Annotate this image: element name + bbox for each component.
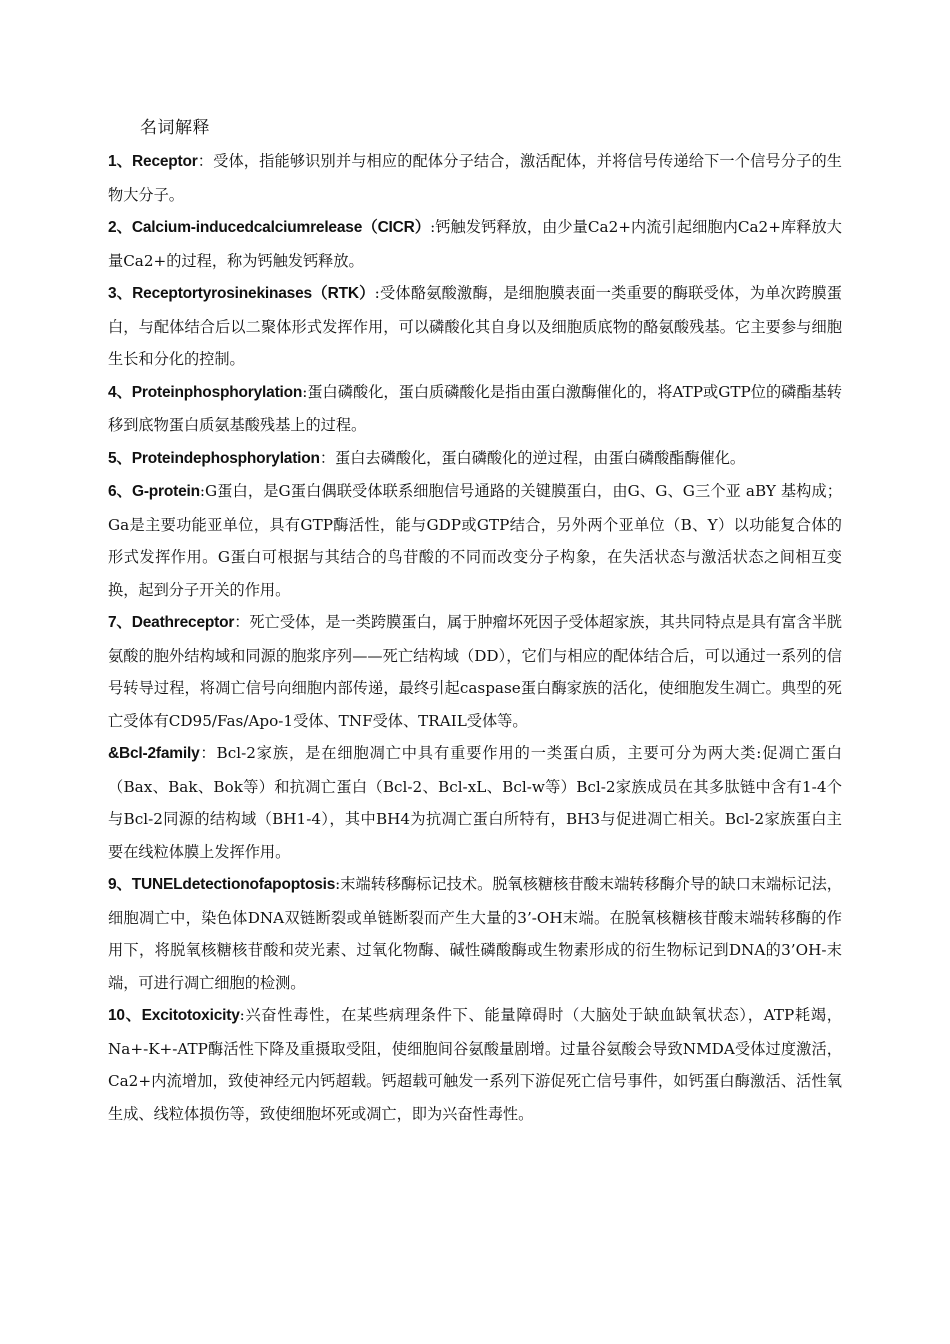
glossary-term: Calcium-inducedcalciumrelease（CICR） (131, 219, 431, 236)
glossary-entry-2 (108, 211, 842, 277)
glossary-entry-9 (108, 868, 842, 999)
glossary-entry-5 (108, 442, 842, 476)
glossary-entry-3 (108, 277, 842, 376)
glossary-term: Proteinphosphorylation (131, 383, 303, 401)
glossary-definition: :末端转移酶标记技术。脱氧核糖核苷酸末端转移酶介导的缺口末端标记法，细胞凋亡中，染色体DNA双链断裂或单链断裂而产生大量的3’-OH末端。在脱氧核糖核苷酸末端转移酶的作用下，将脱氧核糖核苷酸和荧光素、过氧化物酶、碱性磷酸酶或生物素形成的衍生物标记到DNA的3’OH-末端，可进行凋亡细胞的检测。 (108, 875, 842, 992)
glossary-definition: :蛋白磷酸化，蛋白质磷酸化是指由蛋白激酶催化的，将ATP或GTP位的磷酯基转移到底物蛋白质氨基酸残基上的过程。 (108, 382, 842, 434)
glossary-entries (108, 145, 842, 1130)
glossary-term: 7、 (108, 614, 132, 631)
glossary-definition: ：受体，指能够识别并与相应的配体分子结合，激活配体，并将信号传递给下一个信号分子的生物大分子。 (108, 152, 842, 204)
glossary-definition: ：死亡受体，是一类跨膜蛋白，属于肿瘤坏死因子受体超家族，其共同特点是具有富含半胱氨酸的胞外结构域和同源的胞浆序列——死亡结构域（DD），它们与相应的配体结合后，可以通过一系列的信号转导过程，将凋亡信号向细胞内部传递，最终引起caspase蛋白酶家族的活化，使细胞发生凋亡。典型的死亡受体有CD95/Fas/Apo-1受体、TNF受体、TRAIL受体等。 (108, 613, 842, 730)
glossary-definition: :兴奋性毒性，在某些病理条件下、能量障碍时（大脑处于缺血缺氧状态），ATP耗竭，Na+-K+-ATP酶活性下降及重摄取受阻，使细胞间谷氨酸量剧增。过量谷氨酸会导致NMDA受体过度激活，Ca2+内流增加，致使神经元内钙超载。钙超载可触发一系列下游促死亡信号事件，如钙蛋白酶激活、活性氧生成、线粒体损伤等，致使细胞坏死或凋亡，即为兴奋性毒性。 (108, 1006, 842, 1123)
glossary-definition: :G蛋白，是G蛋白偶联受体联系细胞信号通路的关键膜蛋白，由G、G、G三个亚 aBY 基构成；Ga是主要功能亚单位，具有GTP酶活性，能与GDP或GTP结合，另外两个亚单位（B、Y）以功能复合体的形式发挥作用。G蛋白可根据与其结合的鸟苷酸的不同而改变分子构象，在失活状态与激活状态之间相互变换，起到分子开关的作用。 (108, 482, 842, 599)
glossary-term: 3、 (108, 285, 133, 302)
glossary-term: 4、 (108, 383, 132, 401)
glossary-entry-7 (108, 606, 842, 737)
glossary-term: Excitotoxicity (141, 1007, 240, 1024)
glossary-definition: ：蛋白去磷酸化，蛋白磷酸化的逆过程，由蛋白磷酸酯酶催化。 (319, 448, 746, 467)
glossary-term: 1、 (108, 153, 133, 170)
glossary-term: 6、 (108, 483, 132, 500)
glossary-entry-10 (108, 999, 842, 1130)
glossary-entry-6 (108, 475, 842, 606)
glossary-entry-4 (108, 376, 842, 442)
section-heading: 名词解释 (140, 118, 210, 138)
glossary-definition: ：Bcl-2家族，是在细胞凋亡中具有重要作用的一类蛋白质，主要可分为两大类:促凋亡蛋白（Bax、Bak、Bok等）和抗凋亡蛋白（Bcl-2、Bcl-xL、Bcl-w等）Bcl-2家族成员在其多肽链中含有1-4个与Bcl-2同源的结构域（BH1-4），其中BH4为抗凋亡蛋白所特有，BH3与促进凋亡相关。Bcl-2家族蛋白主要在线粒体膜上发挥作用。 (108, 744, 842, 861)
glossary-entry-8 (108, 737, 842, 868)
glossary-term: 2、 (108, 219, 132, 236)
glossary-term: 9、 (108, 876, 132, 893)
glossary-term: Receptor (132, 153, 198, 170)
glossary-term: 5、 (108, 449, 132, 467)
glossary-entry-1 (108, 145, 842, 211)
glossary-term: Deathreceptor (131, 614, 235, 631)
glossary-definition: :钙触发钙释放，由少量Ca2+内流引起细胞内Ca2+库释放大量Ca2+的过程，称为钙触发钙释放。 (108, 218, 842, 270)
glossary-term: Receptortyrosinekinases（RTK） (132, 285, 375, 302)
glossary-term: 10、 (108, 1007, 142, 1024)
glossary-term: TUNELdetectionofapoptosis (131, 876, 336, 893)
glossary-term: Proteindephosphorylation (131, 449, 320, 467)
glossary-term: &Bcl-2family (108, 745, 200, 762)
glossary-definition: :受体酪氨酸激酶，是细胞膜表面一类重要的酶联受体，为单次跨膜蛋白，与配体结合后以二聚体形式发挥作用，可以磷酸化其自身以及细胞质底物的酪氨酸残基。它主要参与细胞生长和分化的控制。 (108, 284, 842, 368)
glossary-term: G-protein (131, 483, 200, 500)
